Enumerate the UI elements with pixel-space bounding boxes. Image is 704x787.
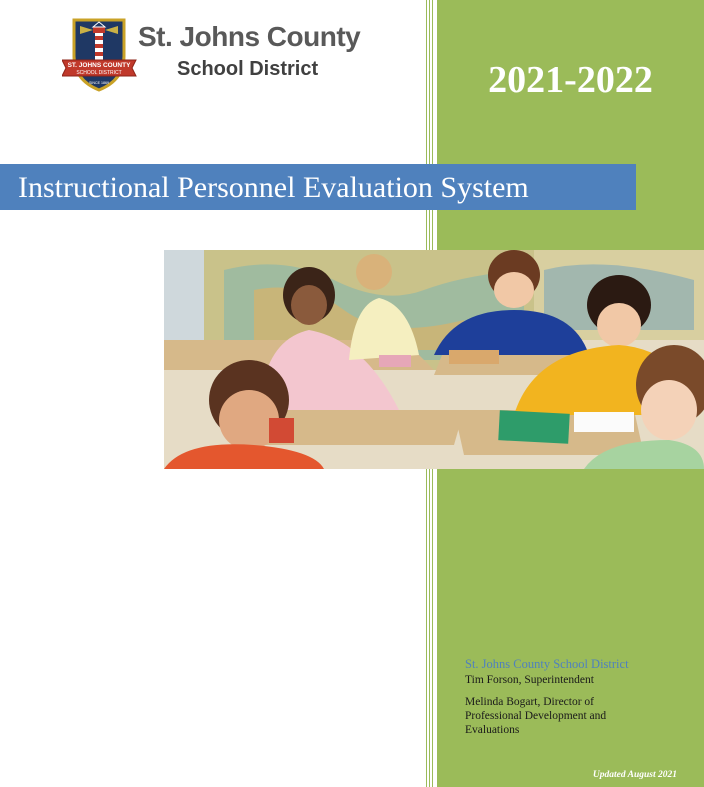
logo-since: SINCE 1869 xyxy=(89,81,109,85)
logo-banner-text-top: ST. JOHNS COUNTY xyxy=(67,62,131,69)
credits-director-line: Professional Development and xyxy=(465,710,607,722)
updated-date: Updated August 2021 xyxy=(592,770,677,780)
org-subtitle: School District xyxy=(177,58,319,80)
credits-block xyxy=(465,657,695,737)
credits-director-line: Melinda Bogart, Director of xyxy=(465,696,595,708)
credits-director-line: Evaluations xyxy=(465,724,520,736)
school-year: 2021-2022 xyxy=(488,59,653,101)
logo-banner-text-bottom: SCHOOL DISTRICT xyxy=(76,70,122,76)
credits-superintendent: Tim Forson, Superintendent xyxy=(465,674,594,686)
document-title: Instructional Personnel Evaluation System xyxy=(18,171,529,204)
classroom-photo xyxy=(164,250,704,469)
org-name: St. Johns County xyxy=(138,21,361,52)
credits-organization: St. Johns County School District xyxy=(465,657,629,671)
